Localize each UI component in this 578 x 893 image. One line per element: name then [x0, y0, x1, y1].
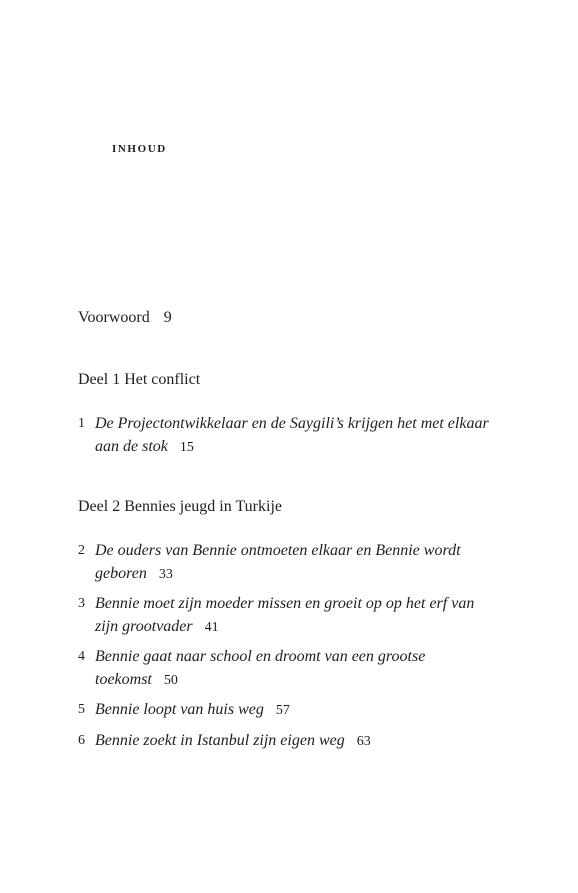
chapter-5-entry [95, 698, 495, 722]
foreword-title: Voorwoord [78, 309, 150, 326]
chapter-2-page: 33 [158, 567, 173, 582]
chapter-4-entry [95, 645, 495, 692]
chapter-1-number: 1 [78, 416, 85, 431]
chapter-3-entry [95, 592, 495, 639]
chapter-3-title-line1: Bennie moet zijn moeder missen en groeit op op het erf van [95, 595, 475, 612]
chapter-4-number: 4 [78, 649, 85, 664]
chapter-4-title-line2: toekomst [95, 671, 152, 688]
chapter-1-title-line1: De Projectontwikkelaar en de Saygili’s krijgen het met elkaar [95, 415, 489, 432]
chapter-2-number: 2 [78, 543, 85, 558]
chapter-3-number: 3 [78, 596, 85, 611]
chapter-3-title-line2: zijn grootvader [95, 618, 193, 635]
chapter-6-entry [95, 729, 495, 753]
chapter-6-number: 6 [78, 733, 85, 748]
chapter-5-number: 5 [78, 702, 85, 717]
chapter-2-title-line1: De ouders van Bennie ontmoeten elkaar en Bennie wordt [95, 542, 461, 559]
chapter-3-page: 41 [204, 620, 219, 635]
part-2-title: Deel 2 Bennies jeugd in Turkije [78, 498, 282, 515]
chapter-5-page: 57 [275, 703, 290, 718]
chapter-5-title: Bennie loopt van huis weg [95, 701, 264, 718]
chapter-1-title-line2: aan de stok [95, 438, 168, 455]
chapter-2-entry [95, 539, 495, 586]
chapter-4-title-line1: Bennie gaat naar school en droomt van een grootse [95, 648, 426, 665]
part-1-title: Deel 1 Het conflict [78, 371, 201, 388]
toc-heading: inhoud [112, 140, 167, 156]
chapter-2-title-line2: geboren [95, 565, 147, 582]
chapter-1-page: 15 [179, 440, 194, 455]
chapter-1-entry [95, 412, 495, 459]
toc-foreword [78, 309, 172, 327]
chapter-6-page: 63 [356, 734, 371, 749]
chapter-4-page: 50 [163, 673, 178, 688]
chapter-6-title: Bennie zoekt in Istanbul zijn eigen weg [95, 732, 345, 749]
foreword-page: 9 [163, 309, 172, 326]
